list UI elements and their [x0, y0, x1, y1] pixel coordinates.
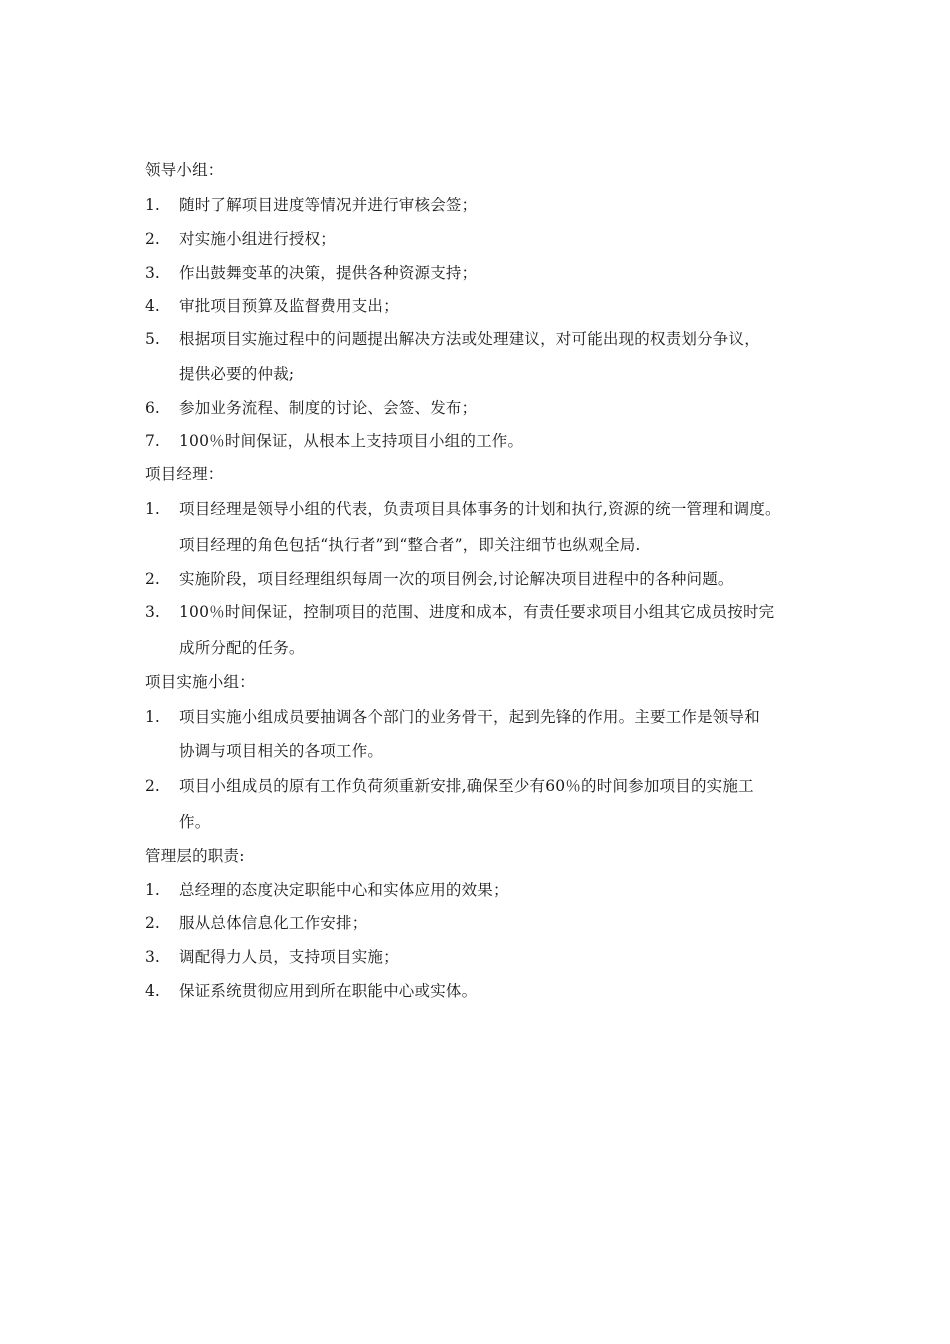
- item-text: 100％时间保证，从根本上支持项目小组的工作。: [179, 432, 524, 450]
- item-text: 随时了解项目进度等情况并进行审核会签；: [179, 196, 478, 214]
- item-text: 审批项目预算及监督费用支出；: [179, 297, 399, 315]
- item-text: 保证系统贯彻应用到所在职能中心或实体。: [179, 982, 478, 1000]
- item-text-continuation: 提供必要的仲裁;: [179, 365, 295, 383]
- item-text: 项目小组成员的原有工作负荷须重新安排,确保至少有60％的时间参加项目的实施工: [179, 777, 754, 795]
- item-text: 总经理的态度决定职能中心和实体应用的效果；: [179, 881, 509, 899]
- item-number: 2.: [145, 914, 160, 932]
- item-text: 项目实施小组成员要抽调各个部门的业务骨干，起到先锋的作用。主要工作是领导和: [179, 708, 760, 726]
- item-text: 服从总体信息化工作安排；: [179, 914, 368, 932]
- item-number: 1.: [145, 196, 160, 214]
- item-text: 100％时间保证，控制项目的范围、进度和成本，有责任要求项目小组其它成员按时完: [179, 603, 775, 621]
- item-number: 4.: [145, 297, 160, 315]
- item-number: 6.: [145, 399, 160, 417]
- item-text: 实施阶段，项目经理组织每周一次的项目例会,讨论解决项目进程中的各种问题。: [179, 570, 734, 588]
- section-heading: 领导小组：: [145, 161, 224, 179]
- item-number: 2.: [145, 230, 160, 248]
- item-number: 2.: [145, 570, 160, 588]
- item-number: 3.: [145, 264, 160, 282]
- item-text: 作出鼓舞变革的决策，提供各种资源支持；: [179, 264, 478, 282]
- item-number: 4.: [145, 982, 160, 1000]
- item-number: 3.: [145, 948, 160, 966]
- section-heading: 项目经理：: [145, 465, 224, 483]
- item-number: 7.: [145, 432, 160, 450]
- item-text: 调配得力人员，支持项目实施；: [179, 948, 399, 966]
- item-number: 1.: [145, 500, 160, 518]
- item-text-continuation: 成所分配的任务。: [179, 639, 305, 657]
- section-heading: 项目实施小组：: [145, 673, 255, 691]
- item-number: 2.: [145, 777, 160, 795]
- item-text-continuation: 协调与项目相关的各项工作。: [179, 742, 384, 760]
- item-text: 项目经理是领导小组的代表，负责项目具体事务的计划和执行,资源的统一管理和调度。: [179, 500, 781, 518]
- item-number: 1.: [145, 881, 160, 899]
- item-text: 参加业务流程、制度的讨论、会签、发布；: [179, 399, 478, 417]
- item-number: 5.: [145, 330, 160, 348]
- item-text: 根据项目实施过程中的问题提出解决方法或处理建议，对可能出现的权责划分争议，: [179, 330, 760, 348]
- item-text: 对实施小组进行授权；: [179, 230, 337, 248]
- section-heading: 管理层的职责:: [145, 847, 245, 865]
- item-number: 3.: [145, 603, 160, 621]
- item-text-continuation: 作。: [179, 813, 211, 831]
- item-text-continuation: 项目经理的角色包括“执行者”到“整合者”，即关注细节也纵观全局.: [179, 536, 641, 554]
- item-number: 1.: [145, 708, 160, 726]
